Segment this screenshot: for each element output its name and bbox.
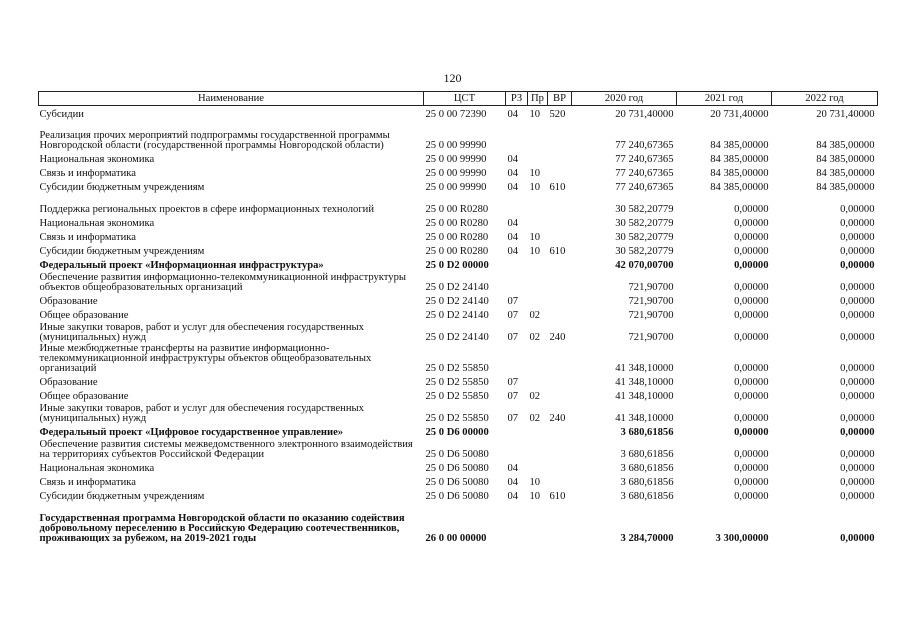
cell-pr [528,424,548,438]
cell-2021: 84 385,00000 [710,168,769,179]
cell-2022: 0,00000 [840,363,875,374]
cell-2020: 41 348,10000 [615,391,674,402]
cell-rz: 04 [507,218,519,229]
cell-rz [506,343,528,374]
table-row [39,321,878,343]
cell-cst: 25 0 D2 00000 [425,260,489,271]
cell-pr: 10 [529,477,541,488]
cell-cst: 25 0 D2 55850 [425,413,489,424]
cell-2022: 0,00000 [840,491,875,502]
cell-vr [548,474,572,488]
cell-vr: 610 [549,491,566,502]
cell-2020: 3 680,61856 [620,491,674,502]
cell-2021: 84 385,00000 [710,140,769,151]
cell-vr [548,293,572,307]
cell-2022: 0,00000 [840,391,875,402]
cell-name: Иные закупки товаров, работ и услуг для обеспечения государственных (муниципальных) нужд [39,403,364,424]
cell-2022: 0,00000 [840,332,875,343]
cell-vr [548,343,572,374]
cell-2020: 41 348,10000 [615,363,674,374]
cell-2022: 0,00000 [840,282,875,293]
cell-name: Поддержка региональных проектов в сфере информационных технологий [39,204,375,215]
cell-vr: 520 [549,109,566,120]
cell-2022: 0,00000 [840,218,875,229]
cell-vr [548,257,572,271]
cell-vr [548,215,572,229]
cell-pr [528,460,548,474]
cell-cst: 25 0 00 99990 [425,154,487,165]
cell-rz [506,438,528,460]
table-row [39,271,878,293]
cell-rz [506,120,528,151]
cell-vr [548,424,572,438]
cell-name: Обеспечение развития системы межведомственного электронного взаимодействия на территориях субъектов Российской Федерации [39,439,413,460]
table-row [39,502,878,544]
cell-2021: 0,00000 [734,218,769,229]
cell-cst: 26 0 00 00000 [425,533,487,544]
cell-2021: 0,00000 [734,363,769,374]
cell-rz: 07 [507,332,519,343]
cell-cst: 25 0 D2 24140 [425,282,489,293]
cell-2021: 0,00000 [734,310,769,321]
cell-pr: 02 [529,310,541,321]
table-header [39,92,878,106]
table-row [39,402,878,424]
cell-2021: 0,00000 [734,296,769,307]
cell-rz: 07 [507,413,519,424]
cell-cst: 25 0 00 R0280 [425,218,489,229]
cell-2022: 0,00000 [840,310,875,321]
cell-2022: 84 385,00000 [816,182,875,193]
cell-cst: 25 0 D2 24140 [425,296,489,307]
cell-rz [506,424,528,438]
cell-2022: 20 731,40000 [816,109,875,120]
cell-pr: 10 [529,109,541,120]
cell-name: Общее образование [39,310,129,321]
table-row [39,474,878,488]
cell-2020: 30 582,20779 [615,218,674,229]
cell-cst: 25 0 D2 55850 [425,391,489,402]
cell-2021: 0,00000 [734,377,769,388]
cell-2020: 3 680,61856 [620,449,674,460]
cell-cst: 25 0 D6 50080 [425,449,489,460]
cell-vr: 610 [549,182,566,193]
cell-2021: 0,00000 [734,491,769,502]
cell-rz: 07 [507,377,519,388]
cell-cst: 25 0 00 99990 [425,182,487,193]
cell-pr: 10 [529,246,541,257]
cell-name: Связь и информатика [39,168,136,179]
cell-2021: 0,00000 [734,204,769,215]
cell-2020: 30 582,20779 [615,232,674,243]
table-row [39,388,878,402]
cell-cst: 25 0 00 72390 [425,109,487,120]
table-body [39,106,878,545]
cell-2020: 77 240,67365 [615,140,674,151]
cell-rz: 04 [507,168,519,179]
cell-name: Обеспечение развития информационно-телекоммуникационной инфраструктуры объектов общеобразовательных организаций [39,272,407,293]
cell-2021: 84 385,00000 [710,154,769,165]
cell-2022: 0,00000 [840,463,875,474]
cell-name: Общее образование [39,391,129,402]
header-cst: ЦСТ [424,92,506,106]
header-2021: 2021 год [677,92,772,106]
cell-cst: 25 0 D6 00000 [425,427,489,438]
table-row [39,215,878,229]
cell-rz: 07 [507,391,519,402]
cell-2020: 721,90700 [628,282,674,293]
table-row [39,229,878,243]
cell-pr [528,438,548,460]
cell-vr [548,438,572,460]
cell-pr: 10 [529,491,541,502]
cell-pr: 10 [529,232,541,243]
cell-name: Субсидии бюджетным учреждениям [39,182,205,193]
header-vr: ВР [548,92,572,106]
cell-2022: 0,00000 [840,377,875,388]
cell-2020: 3 680,61856 [620,427,674,438]
cell-cst: 25 0 D2 55850 [425,363,489,374]
cell-vr [548,151,572,165]
cell-2022: 0,00000 [840,413,875,424]
cell-vr [548,502,572,544]
cell-pr: 02 [529,413,541,424]
cell-pr [528,151,548,165]
cell-2021: 0,00000 [734,332,769,343]
cell-2022: 84 385,00000 [816,168,875,179]
cell-vr [548,374,572,388]
cell-name: Федеральный проект «Информационная инфраструктура» [39,260,324,271]
table-row [39,257,878,271]
budget-table [38,91,878,544]
cell-name: Реализация прочих мероприятий подпрограммы государственной программы Новгородской области (государственной программы Новгородской области) [39,130,390,151]
cell-pr: 10 [529,182,541,193]
cell-pr [528,374,548,388]
cell-2021: 0,00000 [734,413,769,424]
cell-cst: 25 0 00 99990 [425,140,487,151]
cell-cst: 25 0 D2 55850 [425,377,489,388]
cell-2022: 0,00000 [840,296,875,307]
cell-pr [528,257,548,271]
cell-2021: 0,00000 [734,232,769,243]
cell-cst: 25 0 D6 50080 [425,491,489,502]
cell-vr [548,193,572,215]
table-row [39,343,878,374]
cell-pr: 02 [529,332,541,343]
cell-rz: 04 [507,182,519,193]
cell-pr [528,343,548,374]
header-rz: РЗ [506,92,528,106]
cell-2021: 0,00000 [734,260,769,271]
table-row [39,120,878,151]
cell-pr [528,215,548,229]
header-2022: 2022 год [772,92,878,106]
table-row [39,460,878,474]
cell-2020: 77 240,67365 [615,154,674,165]
cell-2022: 84 385,00000 [816,140,875,151]
cell-vr [548,460,572,474]
table-row [39,293,878,307]
header-name: Наименование [39,92,424,106]
table-row [39,165,878,179]
cell-vr [548,229,572,243]
cell-vr [548,120,572,151]
table-row [39,193,878,215]
cell-2021: 0,00000 [734,463,769,474]
table-row [39,307,878,321]
cell-pr [528,120,548,151]
page-number: 120 [443,71,462,85]
cell-name: Образование [39,296,98,307]
cell-vr [548,271,572,293]
cell-cst: 25 0 00 99990 [425,168,487,179]
cell-rz: 04 [507,154,519,165]
cell-2021: 0,00000 [734,449,769,460]
cell-rz: 04 [507,232,519,243]
cell-name: Иные закупки товаров, работ и услуг для обеспечения государственных (муниципальных) нужд [39,322,364,343]
cell-2020: 20 731,40000 [615,109,674,120]
cell-name: Национальная экономика [39,218,155,229]
cell-name: Субсидии [39,109,84,120]
table-row [39,106,878,121]
cell-cst: 25 0 00 R0280 [425,204,489,215]
cell-2021: 20 731,40000 [710,109,769,120]
cell-2021: 0,00000 [734,427,769,438]
cell-rz: 07 [507,296,519,307]
cell-name: Национальная экономика [39,154,155,165]
header-2020: 2020 год [572,92,677,106]
table-row [39,179,878,193]
cell-pr: 02 [529,391,541,402]
cell-cst: 25 0 00 R0280 [425,232,489,243]
cell-2022: 0,00000 [840,427,875,438]
table-row [39,438,878,460]
cell-2020: 77 240,67365 [615,168,674,179]
cell-name: Государственная программа Новгородской области по оказанию содействия добровольному переселению в Российскую Федерацию соотечественников, проживающих за рубежом, на 2019-2021 годы [39,513,405,544]
cell-2022: 0,00000 [840,533,875,544]
table-row [39,424,878,438]
cell-cst: 25 0 D6 50080 [425,463,489,474]
cell-pr: 10 [529,168,541,179]
cell-name: Субсидии бюджетным учреждениям [39,491,205,502]
cell-2020: 721,90700 [628,332,674,343]
cell-2021: 0,00000 [734,477,769,488]
cell-rz: 04 [507,463,519,474]
cell-rz: 04 [507,491,519,502]
cell-rz: 04 [507,477,519,488]
cell-name: Федеральный проект «Цифровое государственное управление» [39,427,344,438]
cell-name: Субсидии бюджетным учреждениям [39,246,205,257]
cell-rz: 04 [507,246,519,257]
cell-2020: 721,90700 [628,296,674,307]
table-row [39,151,878,165]
cell-rz: 07 [507,310,519,321]
cell-2020: 41 348,10000 [615,413,674,424]
cell-cst: 25 0 D2 24140 [425,332,489,343]
cell-pr [528,271,548,293]
cell-2022: 0,00000 [840,260,875,271]
cell-2020: 30 582,20779 [615,204,674,215]
cell-2020: 77 240,67365 [615,182,674,193]
cell-2020: 3 680,61856 [620,463,674,474]
cell-vr [548,165,572,179]
cell-vr [548,388,572,402]
cell-name: Иные межбюджетные трансферты на развитие информационно-телекоммуникационной инфраструктуры объектов общеобразовательных организаций [39,343,372,374]
cell-pr [528,502,548,544]
cell-cst: 25 0 00 R0280 [425,246,489,257]
cell-2021: 3 300,00000 [715,533,769,544]
cell-rz [506,257,528,271]
cell-name: Связь и информатика [39,232,136,243]
cell-2022: 84 385,00000 [816,154,875,165]
cell-2020: 30 582,20779 [615,246,674,257]
table-row [39,374,878,388]
cell-vr: 240 [549,413,566,424]
cell-2020: 3 680,61856 [620,477,674,488]
cell-2020: 721,90700 [628,310,674,321]
cell-2020: 41 348,10000 [615,377,674,388]
cell-pr [528,293,548,307]
table-row [39,488,878,502]
cell-rz [506,193,528,215]
cell-2022: 0,00000 [840,449,875,460]
cell-cst: 25 0 D2 24140 [425,310,489,321]
cell-name: Образование [39,377,98,388]
cell-2021: 0,00000 [734,282,769,293]
cell-pr [528,193,548,215]
cell-rz [506,271,528,293]
header-pr: Пр [528,92,548,106]
table-row [39,243,878,257]
cell-2021: 0,00000 [734,246,769,257]
cell-vr: 610 [549,246,566,257]
cell-vr [548,307,572,321]
cell-2022: 0,00000 [840,204,875,215]
cell-2020: 3 284,70000 [620,533,674,544]
cell-name: Связь и информатика [39,477,136,488]
cell-2022: 0,00000 [840,232,875,243]
cell-2022: 0,00000 [840,246,875,257]
cell-2021: 0,00000 [734,391,769,402]
cell-vr: 240 [549,332,566,343]
cell-rz: 04 [507,109,519,120]
cell-cst: 25 0 D6 50080 [425,477,489,488]
cell-2021: 84 385,00000 [710,182,769,193]
cell-rz [506,502,528,544]
cell-name: Национальная экономика [39,463,155,474]
cell-2022: 0,00000 [840,477,875,488]
cell-2020: 42 070,00700 [615,260,674,271]
